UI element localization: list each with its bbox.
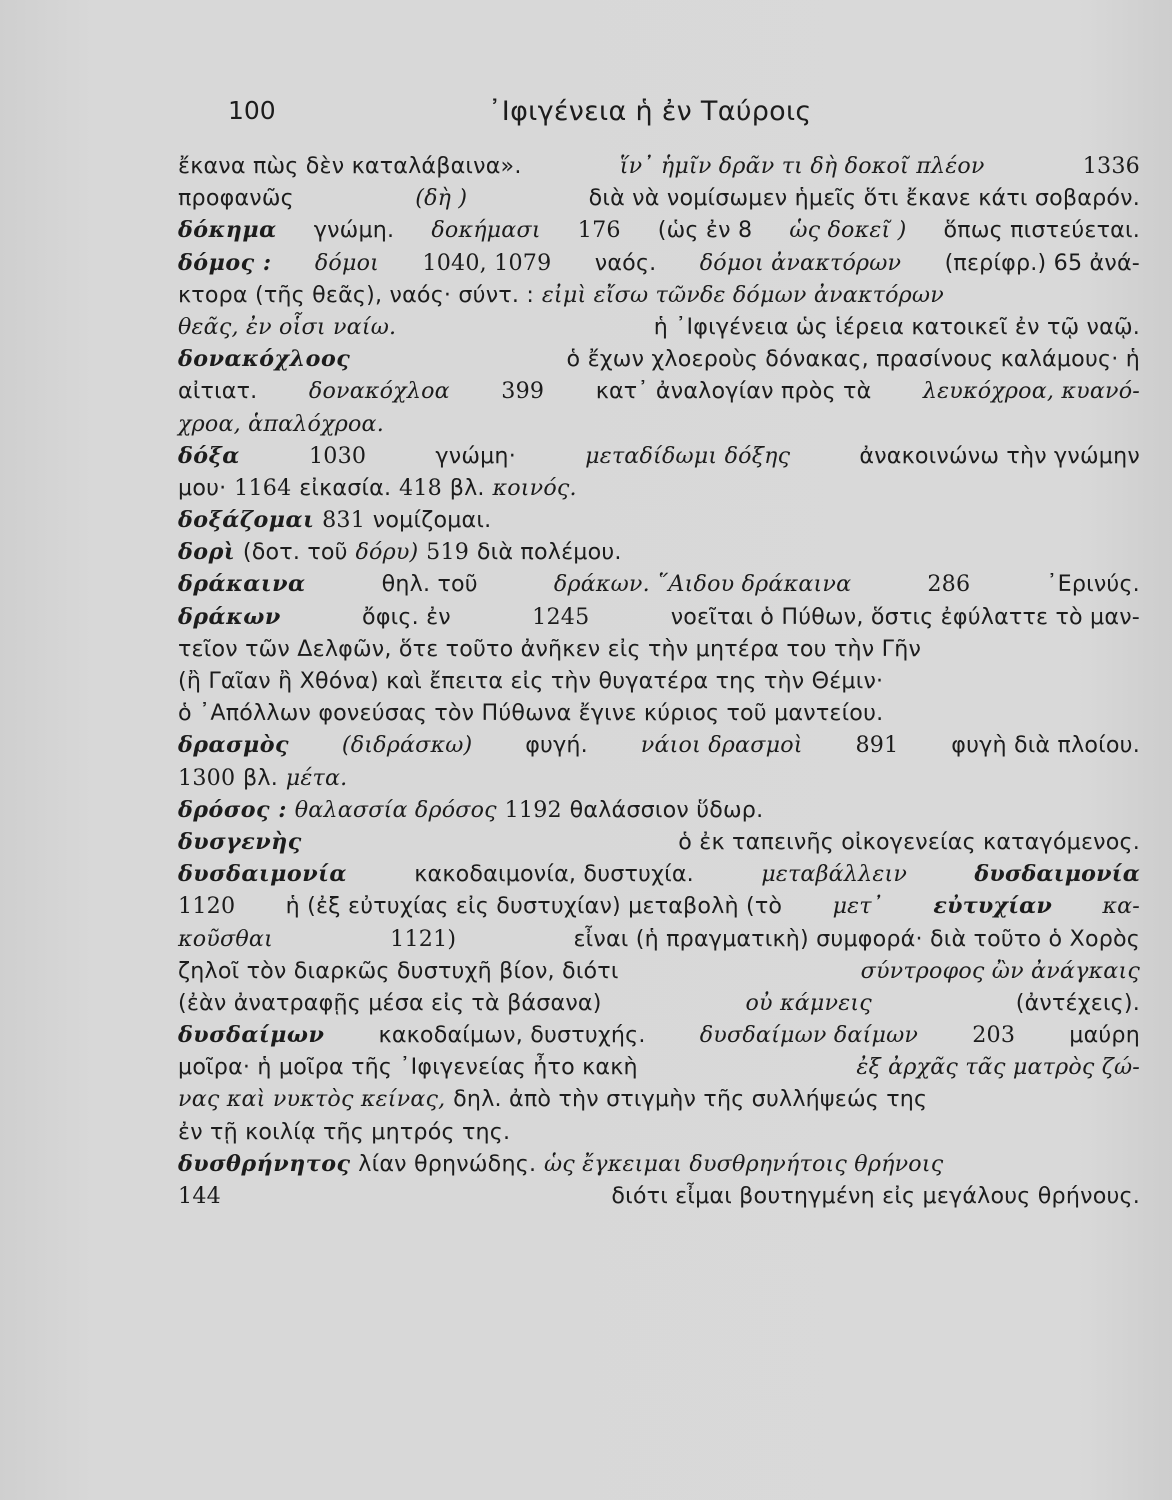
text-segment: διὰ νὰ νομίσωμεν ἡμεῖς ὅτι ἔκανε κάτι σοβαρόν. <box>588 185 1140 212</box>
headword: δρασμὸς <box>178 732 290 759</box>
text-segment: δυσδαιμονία <box>974 861 1140 888</box>
text-line <box>178 504 1140 536</box>
text-segment: μέτα. <box>285 764 348 791</box>
text-segment: 399 <box>501 378 545 405</box>
text-segment: ἐν τῇ κοιλίᾳ τῆς μητρός της. <box>178 1118 511 1145</box>
text-line <box>178 601 1140 633</box>
text-segment: 176 <box>577 217 621 244</box>
text-line <box>178 697 1140 729</box>
text-segment: νοεῖται ὁ Πύθων, ὅστις ἐφύλαττε τὸ μαν- <box>670 603 1140 630</box>
text-segment: γνώμη· <box>435 442 516 469</box>
text-segment: ἔκανα πὼς δὲν καταλάβαινα». <box>178 153 522 179</box>
text-segment: (ἢ Γαῖαν ἢ Χθόνα) καὶ ἔπειτα εἰς τὴν θυγατέρα της τὴν Θέμιν· <box>178 668 884 694</box>
text-line <box>178 794 1140 826</box>
text-segment: θαλάσσιον ὕδωρ. <box>569 796 764 823</box>
headword: δυσδαιμονία <box>178 861 347 888</box>
text-segment: 1040, 1079 <box>422 249 552 276</box>
text-segment: μαύρη <box>1069 1022 1140 1049</box>
text-segment: 1300 <box>178 764 236 791</box>
text-segment: ἡ (ἐξ εὐτυχίας εἰς δυστυχίαν) μεταβολὴ (τὸ <box>285 893 783 920</box>
text-segment: εἰμὶ εἴσω τῶνδε δόμων ἀνακτόρων <box>541 281 944 308</box>
text-line <box>178 408 1140 440</box>
text-segment: ναός. <box>594 249 657 276</box>
text-segment: νας καὶ νυκτὸς κείνας, <box>178 1086 446 1113</box>
headword: δόμος : <box>178 249 272 276</box>
text-segment: αἰτιατ. <box>178 378 258 405</box>
text-line <box>178 1083 1140 1115</box>
text-segment: (διδράσκω) <box>341 732 473 759</box>
text-segment: ἡ ᾿Ιφιγένεια ὡς ἱέρεια κατοικεῖ ἐν τῷ ναῷ. <box>653 313 1140 340</box>
text-segment: διὰ πολέμου. <box>476 539 622 566</box>
text-segment: διότι εἶμαι βουτηγμένη εἰς μεγάλους θρήνους. <box>611 1183 1140 1209</box>
text-segment: 1121) <box>390 925 457 952</box>
text-segment: θαλασσία δρόσος <box>294 796 497 823</box>
text-line <box>178 440 1140 472</box>
text-line <box>178 214 1140 246</box>
text-line <box>178 568 1140 600</box>
text-segment: ὡς ἔγκειμαι δυσθρηνήτοις θρήνοις <box>543 1150 944 1177</box>
headword: δυσθρήνητος <box>178 1150 351 1177</box>
text-segment: βλ. <box>243 764 278 791</box>
text-segment: λίαν θρηνώδης. <box>358 1150 537 1177</box>
running-title: ᾿Ιφιγένεια ἡ ἐν Ταύροις <box>488 96 812 127</box>
text-segment: (ἀντέχεις). <box>1015 989 1140 1016</box>
text-segment: 1192 <box>504 796 562 823</box>
glossary-text <box>178 150 1140 1212</box>
text-line <box>178 472 1140 504</box>
headword: δονακόχλοος <box>178 346 351 373</box>
headword: δράκαινα <box>178 571 306 598</box>
text-line <box>178 1180 1140 1212</box>
text-segment: ᾿Ερινύς. <box>1046 571 1140 598</box>
text-segment: 519 <box>426 539 470 566</box>
text-segment: θεᾶς, ἐν οἷσι ναίω. <box>178 313 397 340</box>
text-line <box>178 1051 1140 1083</box>
page-header <box>228 96 1140 140</box>
text-segment: (ἐὰν ἀνατραφῇς μέσα εἰς τὰ βάσανα) <box>178 989 602 1016</box>
text-segment: ὡς δοκεῖ ) <box>789 217 907 244</box>
text-segment: 891 <box>855 732 899 759</box>
text-segment: ὁ ἔχων χλοεροὺς δόνακας, πρασίνους καλάμους· ἡ <box>566 346 1140 373</box>
text-segment: δηλ. ἀπὸ τὴν στιγμὴν τῆς συλλήψεώς της <box>453 1086 928 1113</box>
text-line <box>178 729 1140 761</box>
headword: δυσγενὴς <box>178 828 302 855</box>
text-segment: κτορα (τῆς θεᾶς), ναός· σύντ. : <box>178 281 535 308</box>
text-segment: δόμοι <box>314 249 380 276</box>
headword: δρόσος : <box>178 796 287 823</box>
text-line <box>178 858 1140 890</box>
text-segment: 286 <box>927 571 971 598</box>
text-segment: δοκήμασι <box>431 217 541 244</box>
text-line <box>178 279 1140 311</box>
text-segment: 1245 <box>532 603 590 630</box>
text-line <box>178 955 1140 987</box>
page-number: 100 <box>228 96 276 125</box>
text-segment: κακοδαιμονία, δυστυχία. <box>414 861 694 888</box>
text-line <box>178 762 1140 794</box>
text-line <box>178 826 1140 858</box>
text-segment: θηλ. τοῦ <box>381 571 478 598</box>
text-segment: δονακόχλοα <box>308 378 450 405</box>
text-segment: ἵν᾿ ἡμῖν δρᾶν τι δὴ δοκοῖ πλέον <box>619 153 985 179</box>
text-segment: ὅπως πιστεύεται. <box>943 217 1140 244</box>
text-segment: ἀνακοινώνω τὴν γνώμην <box>859 442 1140 469</box>
text-line <box>178 182 1140 214</box>
text-segment: κοινός. <box>492 474 577 501</box>
text-segment: νάιοι δρασμοὶ <box>640 732 803 759</box>
text-segment: μετ᾿ <box>832 893 884 920</box>
text-segment: εἰκασία. <box>299 474 392 501</box>
text-segment: 1120 <box>178 893 236 920</box>
text-segment: 1164 <box>234 474 292 501</box>
headword: δυσδαίμων <box>178 1022 325 1049</box>
text-segment: φυγὴ διὰ πλοίου. <box>951 732 1140 759</box>
text-line <box>178 987 1140 1019</box>
headword: δοξάζομαι <box>178 507 315 534</box>
text-segment: κοῦσθαι <box>178 925 273 952</box>
text-segment: (δὴ ) <box>415 185 468 212</box>
text-segment: δόρυ) <box>355 539 419 566</box>
headword: δόξα <box>178 442 240 469</box>
text-segment: βλ. <box>449 474 485 501</box>
headword: δορὶ <box>178 539 236 566</box>
text-segment: μοῖρα· ἡ μοῖρα τῆς ᾿Ιφιγενείας ἦτο κακὴ <box>178 1054 638 1081</box>
text-line <box>178 375 1140 407</box>
text-segment: μεταδίδωμι δόξης <box>585 442 791 469</box>
text-segment: ὁ ᾿Απόλλων φονεύσας τὸν Πύθωνα ἔγινε κύριος τοῦ μαντείου. <box>178 700 884 727</box>
text-line <box>178 665 1140 697</box>
text-segment: σύντροφος ὢν ἀνάγκαις <box>860 957 1140 984</box>
text-segment: (περίφρ.) 65 ἀνά- <box>944 249 1140 276</box>
text-line <box>178 150 1140 182</box>
text-segment: δόμοι ἀνακτόρων <box>699 249 902 276</box>
text-segment: κα- <box>1102 893 1140 920</box>
text-line <box>178 1148 1140 1180</box>
text-segment: (δοτ. τοῦ <box>242 539 348 566</box>
text-line <box>178 311 1140 343</box>
text-segment: τεῖον τῶν Δελφῶν, ὅτε τοῦτο ἀνῆκεν εἰς τὴν μητέρα του τὴν Γῆν <box>178 635 922 662</box>
text-segment: φυγή. <box>525 732 588 759</box>
text-segment: εὐτυχίαν <box>933 893 1053 920</box>
text-segment: κατ᾿ ἀναλογίαν πρὸς τὰ <box>595 378 872 405</box>
text-line <box>178 1019 1140 1051</box>
text-line <box>178 633 1140 665</box>
text-segment: νομίζομαι. <box>372 507 492 534</box>
text-segment: 831 <box>322 507 366 534</box>
text-segment: χροα, ἁπαλόχροα. <box>178 410 384 437</box>
text-segment: δυσδαίμων δαίμων <box>699 1022 919 1049</box>
text-segment: ὁ ἐκ ταπεινῆς οἰκογενείας καταγόμενος. <box>678 828 1140 855</box>
text-line <box>178 343 1140 375</box>
text-segment: εἶναι (ἡ πραγματικὴ) συμφορά· διὰ τοῦτο ὁ Χορὸς <box>573 925 1140 952</box>
text-line <box>178 890 1140 922</box>
text-segment: λευκόχροα, κυανό- <box>922 378 1140 405</box>
text-segment: μου· <box>178 474 227 501</box>
text-segment: 1336 <box>1082 153 1140 179</box>
text-line <box>178 536 1140 568</box>
text-segment: 418 <box>399 474 442 501</box>
text-line <box>178 1116 1140 1148</box>
text-line <box>178 247 1140 279</box>
text-segment: κακοδαίμων, δυστυχής. <box>378 1022 646 1049</box>
text-segment: ζηλοῖ τὸν διαρκῶς δυστυχῆ βίον, διότι <box>178 957 619 984</box>
text-segment: 1030 <box>308 442 367 469</box>
text-segment: μεταβάλλειν <box>761 861 908 888</box>
text-segment: 144 <box>178 1183 221 1209</box>
text-segment: δράκων. ῞Αιδου δράκαινα <box>553 571 852 598</box>
text-segment: γνώμη. <box>313 217 395 244</box>
text-line <box>178 923 1140 955</box>
headword: δράκων <box>178 603 281 630</box>
text-segment: (ὡς ἐν 8 <box>657 217 753 244</box>
text-segment: 203 <box>972 1022 1016 1049</box>
headword: δόκημα <box>178 217 277 244</box>
text-segment: οὐ κάμνεις <box>745 989 872 1016</box>
text-segment: προφανῶς <box>178 185 294 212</box>
text-segment: ἐξ ἀρχᾶς τᾶς ματρὸς ζώ- <box>856 1054 1140 1081</box>
text-segment: ὄφις. ἐν <box>362 603 451 630</box>
